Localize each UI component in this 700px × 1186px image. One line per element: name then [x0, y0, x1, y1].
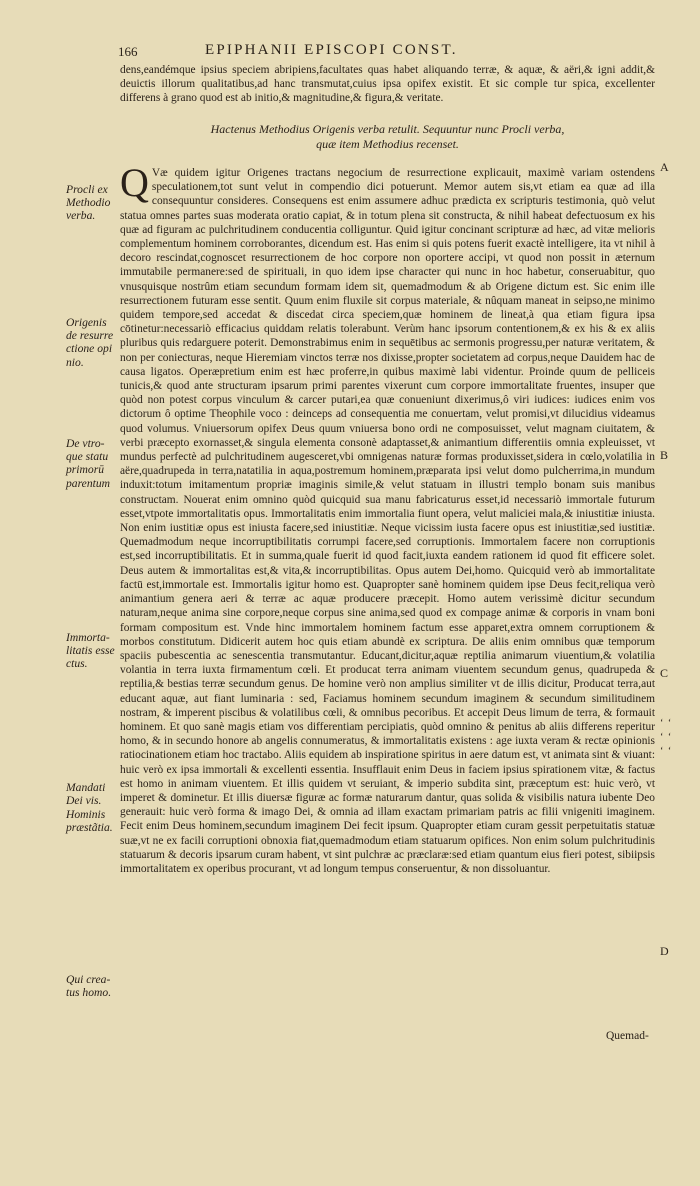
section-letter-b: B: [660, 448, 669, 462]
margin-note-qui-creatus: Qui crea- tus homo.: [66, 973, 112, 1000]
section-heading-line-2: quæ item Methodius recenset.: [316, 137, 459, 151]
main-paragraph: [120, 160, 655, 876]
section-heading-line-1: Hactenus Methodius Origenis verba retulit. Sequuntur nunc Procli verba,: [210, 122, 565, 136]
running-head: EPIPHANII EPISCOPI CONST.: [205, 42, 458, 58]
margin-note-de-vtroque: De vtro- que statu primorū parentum: [66, 437, 111, 490]
catchword: Quemad-: [606, 1030, 649, 1042]
intro-paragraph: dens,eandémque ipsius speciem abripiens,facultates quas habet aliquando terræ, & aquæ, & aëri,& igni addit,& deuictis illorum qualitatibus,ad hanc transmutat,cuius ipsa opifex existit. Et sic comple tur spica, excellenter differens à grano quod est ab initio,& magnitudine,& figura,& veritate.: [120, 64, 655, 105]
section-letter-a: A: [660, 160, 669, 174]
main-paragraph-text: Væ quidem igitur Origenes tractans negocium de resurrectione explicauit, maximè variam ostendens speculationem,tot sunt velut in compendio dici potuerunt. Memor autem sis,vt etiam ea quæ ad illa consequuntur consideres. Consequens est enim assumere adhuc prædicta ex scripturis testimonia, quò velut statua omnes partes suas moderata oratio capiat, & in totum plena sit constructa, & nihil habeat defectuosum ex his quæ ad figuram ac pulchritudinem conducentia colliguntur. Quid igitur concinant scripturæ ad hæc, ad vitæ melioris complementum hominem corroborantes, dicendum est. Has enim si quis potens fuerit exactè intelligere, ita vt nihil à decoro rescindat,cognoscet resurrectionem de hoc corpore non oportere accipi, vt quod non possit in æternum immutabile permanere:sed de spirituali, in quo idem ipse character qui nunc in hoc habetur, conseruabitur, quo vnusquisque nostrûm etiam secundum formam idem sit, quemadmodum & ab Origene dictum est. Sic enim ille resurrectionem futuram esse sentit. Quum enim fluxile sit corpus materiale, & nûquam maneat in seipso,ne minimo quidem tempore,sed accedat & discedat circa speciem,quæ hominem de lineat,à qua etiam figura ipsa cōtinetur:necessariò efficacius quiddam relatis tolerabunt. Verùm hanc ipsorum contentionem,& ex his & ex aliis pluribus quis redarguere poterit. Demonstrabimus enim in sequētibus ac sermonis progressu,per naturæ veritatem, & non per coniecturas, neque Hieremiam vinctos terræ nos dixisse,propter societatem ad corpus,neque Dauidem hac de causa ligatos. Operæpretium enim est hæc proferre,in quibus maximè labi videntur. Proinde quum de pelliceis tunicis,& quod ante structuram ipsarum primi parentes vixerunt cum corpore immortalitate fruentes, insuper que quòd non potest corpus vinculum & carcer putari,ea quæ conueniunt dixerimus,ô viri iudices: iudices enim vos dictorum ô optime Theophile voco : deinceps ad consequentia me conuertam, velut promisi,vt dilucidius videamus quod volumus. Vniuersorum opifex Deus quum vniuersa bono ordi ne composuisset, velut magnam ciuitatem, & verbi præcepto exornasset,& singula elementa consonè adaptasset,& animantium differentiis omnia expleuisset, vt mundus perfectè ad pulchritudinem augesceret,vbi omnigenas naturæ formas produxisset,sidera in cœlo,volatilia in aëre,quadrupeda in terra,natatilia in aqua,postremum hominem,præparata ipsi velut domo pulcherrima,in mundum induxit:totum imitamentum propriæ imaginis simile,& velut statuam in illustri templo bonam suis manibus constructam. Nouerat enim omnino quòd quicquid sua manu fabricaturus esset,id necessariò immortale futurum esset,vtpote immortalitatis opus. Immortalitatis enim immortalia fiunt opera, velut maliciei mala,& iniustitiæ iniusta. Non enim iustitiæ opus est iniusta facere,sed iniustitiæ. Neque vicissim iusta facere opus est iniustitiæ,sed iustitiæ. Quemadmodum neque incorruptibilitatis corrumpi facere,sed corruptionis. Immortalem facere non corruptionis est,sed incorruptibilitatis. Et in summa,quale fuerit id quod facit,iuxta eandem rationem id quod fit efficere solet. Deus autem & immortalitas est,& vita,& incorruptibilitas. Opus autem Dei,homo. Quicquid verò ab immortalitate factū est,immortale est. Immortalis igitur homo est. Quapropter sanè hominem quidem ipse Deus fecit,reliqua verò animantium genera aeri & terræ ac aquæ producere præcepit. Homo autem verissimè dicitur secundum naturam,neque anima sine corpore,neque corpus sine anima,sed quod ex compage animæ & corporis in vnam boni formam compositum est. Vnde hinc immortalem hominem factum esse apparet,extra omnem corruptionem & morbos constitutum. Didicerit autem hoc quis etiam abundè ex scriptura. De aliis enim omnibus quæ temporum spaciis pubescentia ac senescentia transmutantur. Educant,dicitur,aquæ reptilia animarum viuentium,& volatilia volantia in terra iuxta firmamentum cœli. Et producat terra animam viuentem secundum genus, quadrupeda & reptilia,& bestias terræ secundum genus. De homine verò non amplius similiter vt de illis dicitur, Producat terra,aut educant aquæ, aut fiant luminaria : sed, Faciamus hominem secundum imaginem & secundum similitudinem nostram, & imperent piscibus & volatilibus cœli, & omnibus pecoribus. Et accepit Deus limum de terra, & formauit hominem. Et quo sanè magis etiam vos differentiam percipiatis, quòd omnino & penitus ab aliis differens reperitur homo, & in secundo honore ab angelis connumeratus, & immortalitatis existens : age iuxta veram & rectæ opinionis ratiocinationem etiam hoc tractabo. Aliis equidem ab inspiratione spiritus in aere datum est, vt animata sint & viuant: huic verò ex ipsa immortali & excellenti essentia. Insufflauit enim Deus in faciem ipsius spirationem vitæ, & factus est homo in animam viuentem. Et illis quidem vt seruiant, & imperio subdita sint, præceptum est: huic verò, vt imperet & dominetur. Et illis diuersæ figuræ ac formæ naturarum dantur, quas solida & visibilis natura iubente Deo generauit: huic verò forma & imago Dei, & omnia ad illam exactam primariam patris ac filii vnigeniti imaginem. Fecit enim Deus hominem,secundum imaginem Dei fecit ipsum. Quapropter etiam curam gessit perpetuitatis statuæ suæ,vt ne ex facili corruptioni obnoxia fiat,quemadmodum etiam statuarum opifices. Non enim solum pulchritudinis statuarum & decoris ipsarum curam habent, vt sint pulchræ ac præclaræ:sed etiam quantum eius fieri potest, sibiipsis immortalitatem ex operibus procurant, vt ad longum tempus conseruentur, & non dissoluantur.: [120, 167, 655, 875]
section-letter-c: C: [660, 666, 669, 680]
quote-mark: ‘ ‘: [660, 732, 673, 743]
quote-mark: ‘ ‘: [660, 746, 673, 757]
margin-note-origenis: Origenis de resurre ctione opi nio.: [66, 316, 114, 369]
page-number: 166: [118, 44, 138, 59]
drop-cap: Q: [120, 160, 149, 205]
margin-note-immortalitatis: Immorta- litatis esse ctus.: [66, 631, 115, 671]
margin-note-procli: Procli ex Methodio verba.: [66, 183, 111, 223]
margin-note-hominis: Hominis præstãtia.: [66, 808, 113, 835]
quote-mark: ‘ ‘: [660, 718, 673, 729]
margin-note-mandati: Mandati Dei vis.: [66, 781, 106, 808]
section-heading: [120, 122, 655, 152]
section-letter-d: D: [660, 944, 669, 958]
